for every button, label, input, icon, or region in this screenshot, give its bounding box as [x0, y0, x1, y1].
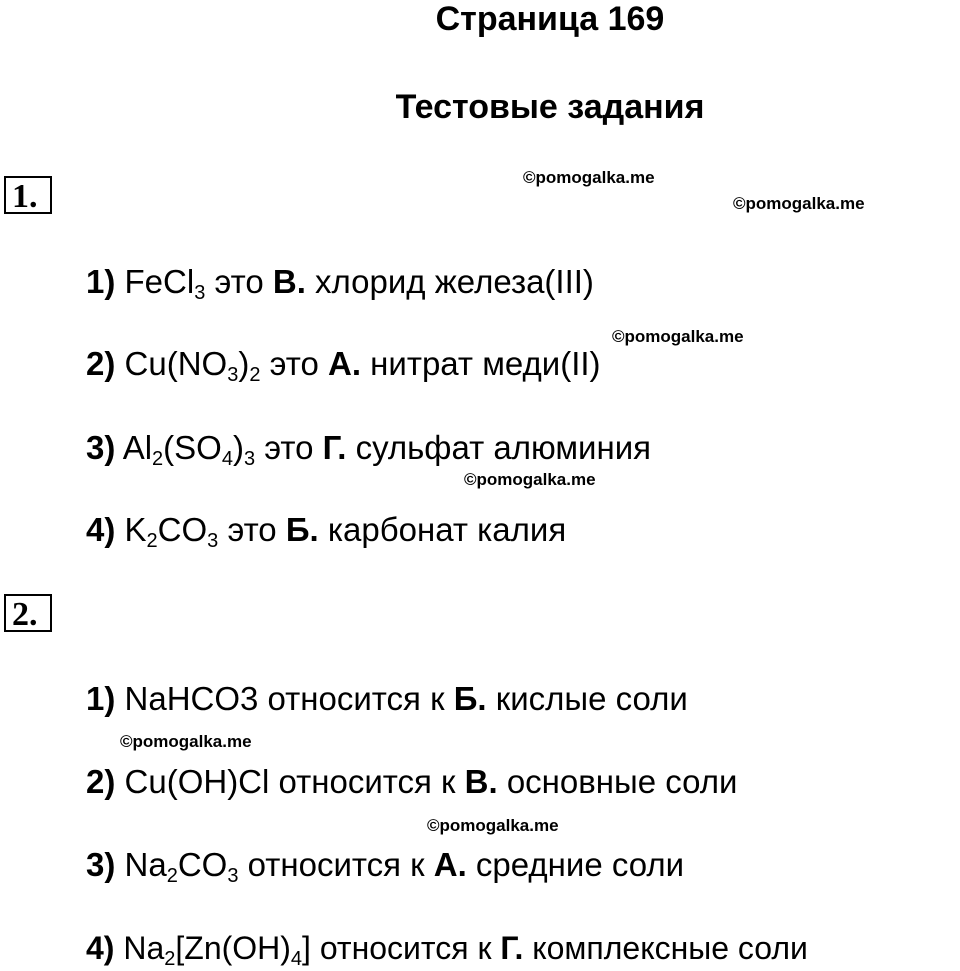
- formula-subscript: 3: [227, 364, 239, 386]
- formula-part: Na: [123, 930, 165, 966]
- answer-letter: Г.: [500, 930, 524, 966]
- answer-row: [86, 345, 601, 386]
- answer-text: карбонат калия: [318, 511, 567, 548]
- answer-row: [86, 765, 737, 798]
- formula-part: [Zn(OH): [175, 930, 291, 966]
- watermark: ©pomogalka.me: [612, 327, 744, 346]
- answer-letter: В.: [272, 263, 306, 300]
- formula-part: Cu(OH)Cl: [124, 763, 270, 800]
- answer-row: [86, 263, 594, 304]
- formula-subscript: 2: [146, 530, 158, 552]
- formula-subscript: 3: [207, 530, 219, 552]
- task-number-box: 1.: [4, 176, 52, 214]
- relation-text: это: [218, 511, 286, 548]
- formula-subscript: 2: [164, 948, 176, 970]
- formula-part: K: [124, 511, 147, 548]
- answer-row: [86, 682, 688, 715]
- page-title: Страница 169: [435, 0, 665, 38]
- answer-text: комплексные соли: [523, 930, 808, 966]
- answer-text: кислые соли: [486, 680, 688, 717]
- relation-text: относится к: [269, 763, 465, 800]
- watermark: ©pomogalka.me: [120, 732, 252, 751]
- watermark: ©pomogalka.me: [523, 168, 655, 187]
- item-number: 1): [86, 680, 116, 717]
- answer-row: [86, 846, 685, 887]
- item-number: 1): [86, 263, 116, 300]
- formula-subscript: 4: [290, 948, 303, 970]
- answer-letter: А.: [328, 345, 361, 382]
- formula-part: FeCl: [124, 263, 195, 300]
- formula-subscript: 2: [152, 448, 164, 470]
- answer-letter: Г.: [322, 429, 347, 466]
- relation-text: относится к: [310, 930, 501, 966]
- relation-text: относится к: [238, 846, 434, 883]
- relation-text: относится к: [258, 680, 454, 717]
- answer-text: нитрат меди(II): [361, 345, 601, 382]
- answer-letter: Б.: [453, 680, 487, 717]
- relation-text: это: [260, 345, 328, 382]
- formula-part: ): [232, 429, 244, 466]
- watermark: ©pomogalka.me: [733, 194, 865, 213]
- formula-part: NaHCO3: [124, 680, 259, 717]
- answer-row: [86, 511, 567, 552]
- formula-subscript: 3: [194, 282, 206, 304]
- task-number-box: 2.: [4, 594, 52, 632]
- section-title: Тестовые задания: [395, 88, 705, 126]
- answer-text: сульфат алюминия: [346, 429, 651, 466]
- item-number: 3): [86, 846, 116, 883]
- formula-subscript: 2: [166, 865, 178, 887]
- formula-part: CO: [157, 511, 208, 548]
- answer-text: хлорид железа(III): [305, 263, 594, 300]
- item-number: 2): [86, 763, 116, 800]
- formula-part: ]: [302, 930, 311, 966]
- answer-row: [86, 429, 651, 470]
- item-number: 4): [86, 511, 116, 548]
- watermark: ©pomogalka.me: [427, 816, 559, 835]
- formula-subscript: 3: [227, 865, 239, 887]
- formula-part: Al: [122, 429, 153, 466]
- formula-part: ): [238, 345, 250, 382]
- answer-text: основные соли: [497, 763, 738, 800]
- answer-row: [86, 930, 808, 970]
- item-number: 4): [86, 930, 115, 966]
- item-number: 2): [86, 345, 116, 382]
- watermark: ©pomogalka.me: [464, 470, 596, 489]
- answer-letter: В.: [464, 763, 498, 800]
- relation-text: это: [205, 263, 273, 300]
- item-number: 3): [86, 429, 116, 466]
- formula-subscript: 3: [243, 448, 256, 470]
- relation-text: это: [255, 429, 323, 466]
- formula-subscript: 2: [249, 364, 261, 386]
- formula-part: Cu(NO: [124, 345, 228, 382]
- formula-part: Na: [124, 846, 167, 883]
- formula-part: (SO: [163, 429, 222, 466]
- answer-text: средние соли: [466, 846, 685, 883]
- answer-letter: А.: [433, 846, 467, 883]
- answer-letter: Б.: [285, 511, 319, 548]
- formula-subscript: 4: [221, 448, 233, 470]
- formula-part: CO: [177, 846, 228, 883]
